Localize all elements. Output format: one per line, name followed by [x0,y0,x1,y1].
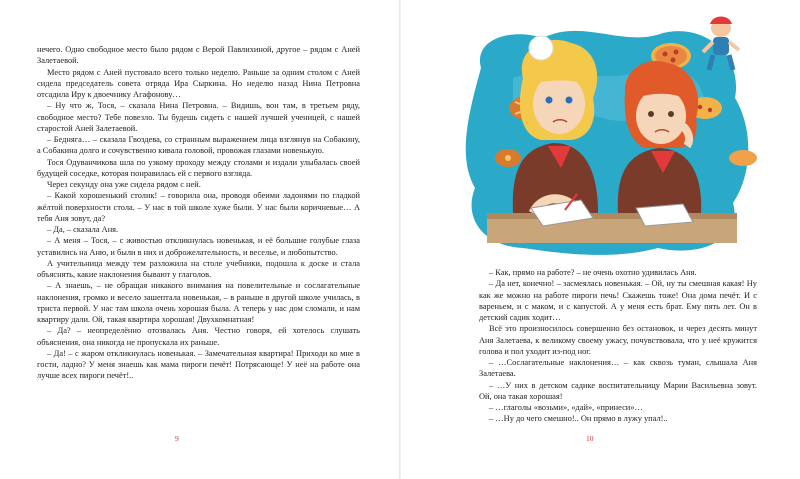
paragraph: – …глаголы «возьми», «дай», «принеси»… [489,403,643,412]
paragraph: – Да! – с жаром откликнулась новенькая. – Замечательная квартира! Приходи ко мне в гости, ладно? У меня знаешь как мама пироги печёт! Потрясающе! У неё на работе она лучше всех пироги печёт!.. [37,348,360,381]
paragraph: – Как, прямо на работе? – не очень охотно удивилась Аня. [489,268,697,277]
pie-icon [495,149,521,167]
page-number-left: 9 [175,434,179,443]
paragraph: – …У них в детском садике воспитательницу Марии Васильевна зовут. Ой, она такая хорошая! [479,380,757,401]
paragraph: Через секунду она уже сидела рядом с ней. [47,180,201,189]
paragraph: – А знаешь, – не обращая никакого внимания на повелительные и сослагательные наклонения, громко и весело зашептала новенькая, – в раньше в другой школе училась, в триста первой. У нас там школа очень хорошая была. А теперь у нас дом сломали, и нам квартиру дали. Ой, такая квартира хорошая! Двухкомнатная! [37,281,360,324]
paragraph: – …Ну до чего смешно!.. Он прямо в лужу упал!.. [489,414,668,424]
paragraph: – Да нет, конечно! – засмеялась новенькая. – Ой, ну ты смешная какая! Ну как же можно на работе пироги печь! Скажешь тоже! Она дома печёт. И с вареньем, и с маком, и с капустой. А у меня есть брат. Ему пять лет. Он в детский садик ходит… [479,279,757,322]
paragraph: Место рядом с Аней пустовало всего только неделю. Раньше за одним столом с Аней сидела председатель совета отряда Ира Сыркина. Но неделю назад Нина Петровна отсадила Иру к двоечнику Агафонову… [37,67,360,99]
paragraph: нечего. Одно свободное место было рядом с Верой Павлихиной, другое – рядом с Аней Залетаевой. [37,45,360,66]
paragraph: – Да, – сказала Аня. [47,225,119,234]
paragraph: Всё это произносилось совершенно без остановок, и через десять минут Аня Залетаева, к великому своему ужасу, почувствовала, что у неё кружится голова и пол уходит из-под ног. [479,324,757,356]
paragraph: – Бедняга… – сказала Гвоздева, со странным выражением лица взглянув на Собакину, а Собакина долго и сочувственно кивала головой, провожая глазами новенькую. [37,135,360,156]
paragraph: А учительница между тем разложила на столе учебники, подошла к доске и стала объяснять, какие наклонения бывают у глаголов. [37,258,360,279]
paragraph: – Ну что ж, Тося, – сказала Нина Петровна. – Видишь, вон там, в третьем ряду, свободное место? Тебе повезло. Ты будешь сидеть с нашей лучшей ученицей, с нашей старостой Аней Залетаевой. [37,101,360,133]
illustration-girls-at-desk [453,8,763,258]
paragraph: – А меня – Тося, – с живостью откликнулась новенькая, и её большие голубые глаза уставились на Аню, и были в них и доброжелательность, и веселье, и любопытство. [37,236,360,257]
pie-icon [729,150,757,166]
paragraph: – Да? – неопределённо отозвалась Аня. Честно говоря, ей хотелось слушать объяснения, она никогда не пропускала их раньше. [37,326,360,347]
paragraph: – Какой хорошенький столик! – говорила она, проводя обеими ладонями по гладкой жёлтой поверхности стола. – У нас в той школе хуже были. У нас были коричневые… А тебя Аня зовут, да? [37,191,360,223]
paragraph: Тося Одуванчикова шла по узкому проходу между столами и издали улыбалась своей будущей соседке, которая понравилась ей с первого взгляда. [37,157,360,178]
left-text-column [37,44,360,382]
right-text-column [479,267,757,425]
right-page [401,0,800,479]
paragraph: – …Сослагательные наклонения… – как сквозь туман, слышала Аня Залетаева. [479,358,757,379]
page-number-right: 10 [586,434,594,443]
blonde-girl-figure [513,36,598,213]
